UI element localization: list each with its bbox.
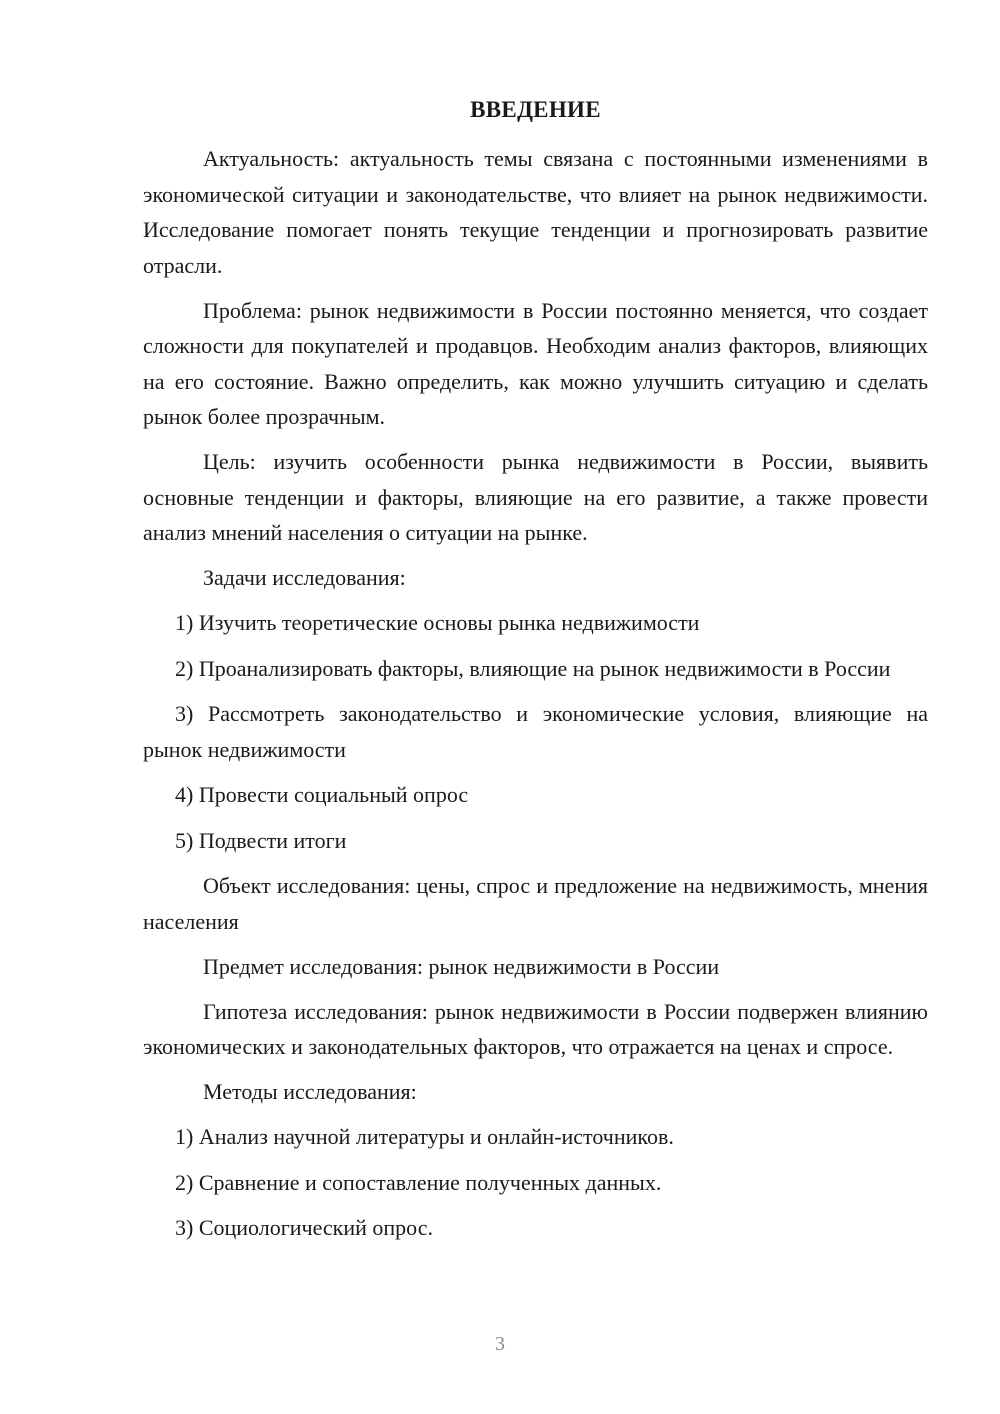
- page-number: 3: [495, 1333, 505, 1355]
- method-item: 1) Анализ научной литературы и онлайн-источников.: [175, 1124, 674, 1149]
- methods-heading: Методы исследования:: [203, 1079, 417, 1104]
- goal-paragraph: Цель: изучить особенности рынка недвижимости в России, выявить основные тенденции и факторы, влияющие на его развитие, а также провести анализ мнений населения о ситуации на рынке.: [143, 449, 928, 545]
- method-item: 3) Социологический опрос.: [175, 1215, 433, 1240]
- subject-paragraph: Предмет исследования: рынок недвижимости в России: [203, 953, 720, 979]
- hypothesis-paragraph: Гипотеза исследования: рынок недвижимости в России подвержен влиянию экономических и законодательных факторов, что отражается на ценах и спросе.: [143, 998, 928, 1059]
- tasks-heading: Задачи исследования:: [203, 565, 406, 590]
- page-title: ВВЕДЕНИЕ: [470, 97, 601, 122]
- task-item: 2) Проанализировать факторы, влияющие на рынок недвижимости в России: [175, 655, 891, 681]
- task-item: 4) Провести социальный опрос: [175, 782, 469, 807]
- problem-paragraph: Проблема: рынок недвижимости в России постоянно меняется, что создает сложности для покупателей и продавцов. Необходим анализ факторов, влияющих на его состояние. Важно определить, как можно улучшить ситуацию и сделать рынок более прозрачным.: [143, 297, 928, 429]
- task-item: 1) Изучить теоретические основы рынка недвижимости: [175, 610, 700, 635]
- task-item: 3) Рассмотреть законодательство и экономические условия, влияющие на рынок недвижимости: [143, 701, 928, 762]
- relevance-paragraph: Актуальность: актуальность темы связана с постоянными изменениями в экономической ситуации и законодательстве, что влияет на рынок недвижимости. Исследование помогает понять текущие тенденции и прогнозировать развитие отрасли.: [143, 146, 928, 278]
- task-item: 5) Подвести итоги: [175, 827, 347, 853]
- method-item: 2) Сравнение и сопоставление полученных данных.: [175, 1169, 662, 1195]
- object-paragraph: Объект исследования: цены, спрос и предложение на недвижимость, мнения населения: [143, 873, 928, 934]
- document-page: [143, 95, 928, 1256]
